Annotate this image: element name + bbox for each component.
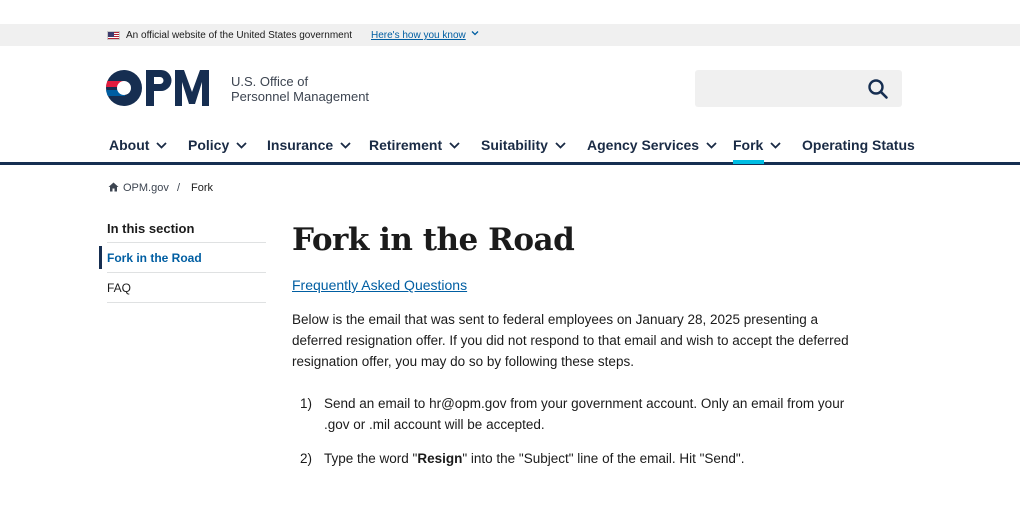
breadcrumb-home-link[interactable]: OPM.gov bbox=[123, 182, 169, 194]
sidebar-item-faq[interactable]: FAQ bbox=[107, 281, 132, 295]
sidebar-item-fork-in-the-road[interactable]: Fork in the Road bbox=[107, 251, 202, 265]
chevron-down-icon bbox=[555, 142, 566, 149]
nav-retirement[interactable]: Retirement bbox=[369, 137, 460, 153]
nav-about[interactable]: About bbox=[109, 137, 167, 153]
sidebar-divider bbox=[107, 302, 266, 303]
chevron-down-icon bbox=[340, 142, 351, 149]
nav-suitability[interactable]: Suitability bbox=[481, 137, 566, 153]
intro-text-line: Below is the email that was sent to federal employees on January 28, 2025 presenting a bbox=[292, 312, 819, 327]
chevron-down-icon[interactable] bbox=[470, 28, 480, 38]
nav-insurance[interactable]: Insurance bbox=[267, 137, 351, 153]
svg-text:OPM: OPM bbox=[105, 68, 108, 69]
chevron-down-icon bbox=[449, 142, 460, 149]
search-icon[interactable] bbox=[867, 78, 889, 100]
us-flag-icon bbox=[107, 31, 120, 40]
nav-fork[interactable]: Fork bbox=[733, 137, 781, 153]
heres-how-you-know-link[interactable]: Here's how you know bbox=[371, 30, 466, 41]
page-title: Fork in the Road bbox=[292, 222, 575, 258]
nav-active-indicator bbox=[733, 160, 764, 164]
chevron-down-icon bbox=[770, 142, 781, 149]
gov-banner-text: An official website of the United States government bbox=[126, 30, 353, 41]
step-number: 1) bbox=[300, 396, 313, 411]
chevron-down-icon bbox=[236, 142, 247, 149]
sidebar-divider bbox=[107, 272, 266, 273]
sidebar-heading: In this section bbox=[107, 221, 195, 236]
search-input[interactable] bbox=[695, 70, 860, 107]
nav-divider bbox=[0, 162, 1020, 165]
faq-link[interactable]: Frequently Asked Questions bbox=[292, 277, 468, 293]
agency-name-line1: U.S. Office of bbox=[231, 74, 309, 89]
chevron-down-icon bbox=[156, 142, 167, 149]
home-icon bbox=[108, 182, 119, 192]
agency-name-line2: Personnel Management bbox=[231, 89, 370, 104]
sidebar-divider bbox=[107, 242, 266, 243]
step-2-keyword: Resign bbox=[417, 451, 463, 466]
nav-policy[interactable]: Policy bbox=[188, 137, 247, 153]
step-1-text: Send an email to hr@opm.gov from your government account. Only an email from your bbox=[324, 396, 845, 411]
step-number: 2) bbox=[300, 451, 313, 466]
opm-logo[interactable] bbox=[105, 68, 223, 108]
intro-text-line: resignation offer, you may do so by following these steps. bbox=[292, 354, 634, 369]
search-box bbox=[695, 70, 902, 107]
sidebar-active-indicator bbox=[99, 246, 102, 269]
step-2-text-before: Type the word " bbox=[324, 451, 418, 466]
intro-text-line: deferred resignation offer. If you did not respond to that email and wish to accept the deferred bbox=[292, 333, 849, 348]
breadcrumb-separator: / bbox=[177, 182, 181, 194]
chevron-down-icon bbox=[706, 142, 717, 149]
nav-operating-status[interactable]: Operating Status bbox=[802, 137, 915, 153]
gov-banner bbox=[0, 24, 1020, 46]
nav-agency-services[interactable]: Agency Services bbox=[587, 137, 717, 153]
breadcrumb-current: Fork bbox=[191, 182, 213, 194]
step-2-text-after: " into the "Subject" line of the email. Hit "Send". bbox=[462, 451, 745, 466]
step-1-text-continued: .gov or .mil account will be accepted. bbox=[324, 417, 545, 432]
step-2-text bbox=[324, 451, 744, 466]
